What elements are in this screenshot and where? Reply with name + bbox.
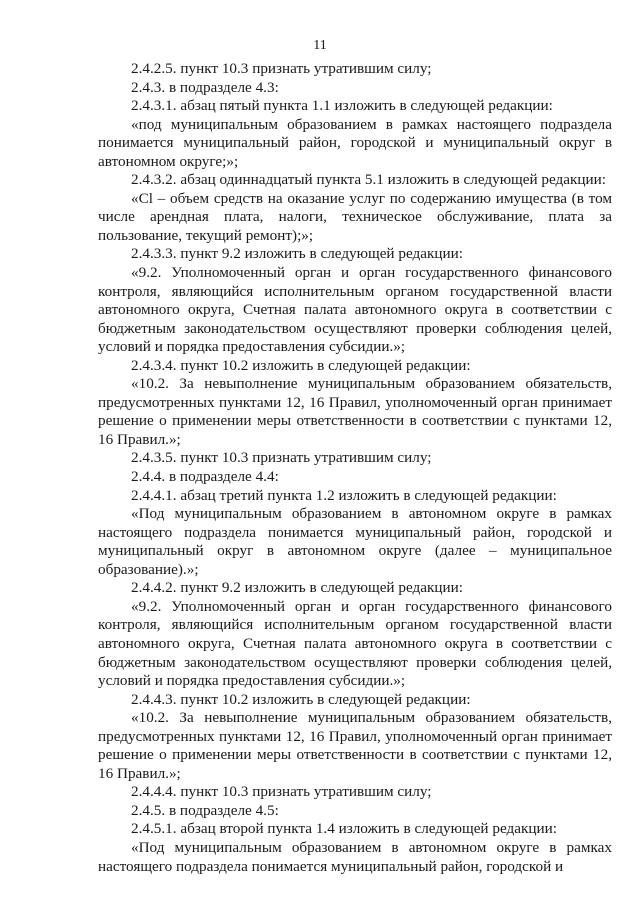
paragraph: «9.2. Уполномоченный орган и орган государственного финансового контроля, являющийся исполнительным органом государственной власти автономного округа, Счетная палата автономного округа в соответствии с бюджетным законодательством осуществляют проверки соблюдения целей, условий и порядка предоставления субсидии.»;: [98, 597, 612, 690]
paragraph: 2.4.5. в подразделе 4.5:: [131, 801, 279, 819]
paragraph: 2.4.5.1. абзац второй пункта 1.4 изложить в следующей редакции:: [131, 820, 557, 838]
paragraph: «Под муниципальным образованием в автономном округе в рамках настоящего подраздела понимается муниципальный район, городской и: [98, 838, 612, 875]
paragraph: 2.4.4. в подразделе 4.4:: [131, 468, 279, 486]
paragraph: 2.4.3.4. пункт 10.2 изложить в следующей редакции:: [131, 356, 471, 374]
page-number: 11: [313, 38, 327, 53]
paragraph: 2.4.4.2. пункт 9.2 изложить в следующей редакции:: [131, 579, 463, 597]
paragraph: 2.4.2.5. пункт 10.3 признать утратившим силу;: [131, 60, 432, 77]
paragraph: 2.4.3. в подразделе 4.3:: [131, 78, 279, 96]
paragraph: 2.4.3.3. пункт 9.2 изложить в следующей редакции:: [131, 245, 463, 263]
document-body: [98, 60, 612, 876]
paragraph: 2.4.3.1. абзац пятый пункта 1.1 изложить в следующей редакции:: [131, 97, 553, 115]
paragraph: «9.2. Уполномоченный орган и орган государственного финансового контроля, являющийся исполнительным органом государственной власти автономного округа, Счетная палата автономного округа в соответствии с бюджетным законодательством осуществляют проверки соблюдения целей, условий и порядка предоставления субсидии.»;: [98, 264, 612, 356]
paragraph: 2.4.4.1. абзац третий пункта 1.2 изложить в следующей редакции:: [131, 486, 557, 504]
paragraph: «10.2. За невыполнение муниципальным образованием обязательств, предусмотренных пунктами 12, 16 Правил, уполномоченный орган принимает решение о применении меры ответственности в соответствии с пунктами 12, 16 Правил.»;: [98, 375, 612, 448]
paragraph: 2.4.3.5. пункт 10.3 признать утратившим силу;: [131, 449, 432, 467]
paragraph: «Под муниципальным образованием в автономном округе в рамках настоящего подраздела понимается муниципальный район, городской и муниципальный округ в автономном округе (далее – муниципальное образование).»;: [98, 505, 612, 578]
paragraph: 2.4.4.3. пункт 10.2 изложить в следующей редакции:: [131, 690, 471, 708]
paragraph: «Cl – объем средств на оказание услуг по содержанию имущества (в том числе арендная плата, налоги, техническое обслуживание, плата за пользование, текущий ремонт);»;: [98, 189, 612, 244]
paragraph: 2.4.4.4. пункт 10.3 признать утратившим силу;: [131, 783, 432, 801]
paragraph: 2.4.3.2. абзац одиннадцатый пункта 5.1 изложить в следующей редакции:: [131, 171, 606, 189]
paragraph: «под муниципальным образованием в рамках настоящего подраздела понимается муниципальный район, городской и муниципальный округ в автономном округе;»;: [98, 115, 612, 170]
paragraph: «10.2. За невыполнение муниципальным образованием обязательств, предусмотренных пунктами 12, 16 Правил, уполномоченный орган принимает решение о применении меры ответственности в соответствии с пунктами 12, 16 Правил.»;: [98, 709, 612, 782]
